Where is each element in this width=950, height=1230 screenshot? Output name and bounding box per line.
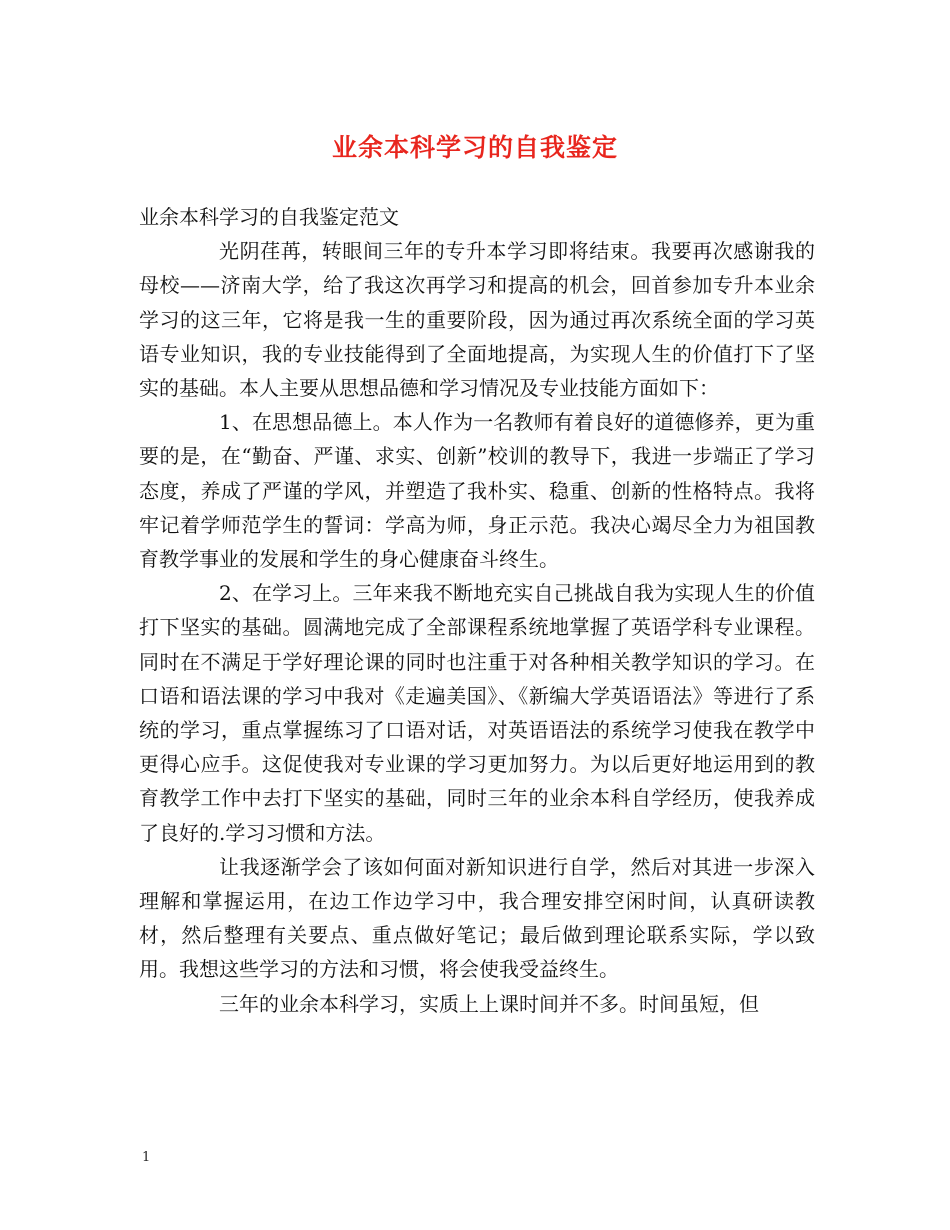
document-subtitle: 业余本科学习的自我鉴定范文 [139,205,399,229]
paragraph-conclusion: 三年的业余本科学习，实质上上课时间并不多。时间虽短，但 [219,991,759,1016]
paragraph-self-study: 让我逐渐学会了该如何面对新知识进行自学，然后对其进一步深入理解和掌握运用，在边工作边学习中，我合理安排空闲时间，认真研读教材，然后整理有关要点、重点做好笔记；最后做到理论联系实际，学以致用。我想这些学习的方法和习惯，将会使我受益终生。 [139,854,815,982]
page-number: 1 [142,1150,151,1165]
paragraph-moral-character: 1、在思想品德上。本人作为一名教师有着良好的道德修养，更为重要的是，在“勤奋、严谨、求实、创新”校训的教导下，我进一步端正了学习态度，养成了严谨的学风，并塑造了我朴实、稳重、创新的性格特点。我将牢记着学师范学生的誓词：学高为师，身正示范。我决心竭尽全力为祖国教育教学事业的发展和学生的身心健康奋斗终生。 [139,410,815,572]
page-title: 业余本科学习的自我鉴定 [331,133,618,162]
document-body [139,200,815,1021]
paragraph-study: 2、在学习上。三年来我不断地充实自己挑战自我为实现人生的价值打下坚实的基础。圆满地完成了全部课程系统地掌握了英语学科专业课程。同时在不满足于学好理论课的同时也注重于对各种相关教学知识的学习。在口语和语法课的学习中我对《走遍美国》、《新编大学英语语法》等进行了系统的学习，重点掌握练习了口语对话，对英语语法的系统学习使我在教学中更得心应手。这促使我对专业课的学习更加努力。为以后更好地运用到的教育教学工作中去打下坚实的基础，同时三年的业余本科自学经历，使我养成了良好的.学习习惯和方法。 [139,581,815,845]
paragraph-intro: 光阴荏苒，转眼间三年的专升本学习即将结束。我要再次感谢我的母校——济南大学，给了我这次再学习和提高的机会，回首参加专升本业余学习的这三年，它将是我一生的重要阶段，因为通过再次系统全面的学习英语专业知识，我的专业技能得到了全面地提高，为实现人生的价值打下了坚实的基础。本人主要从思想品德和学习情况及专业技能方面如下： [139,239,815,401]
